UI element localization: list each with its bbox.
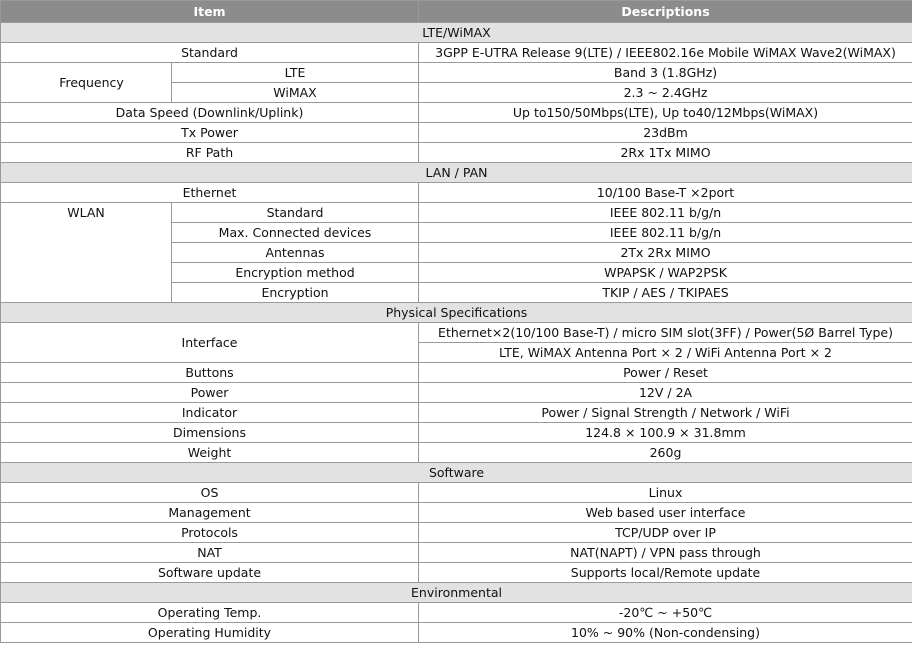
row-label: Management — [1, 503, 419, 523]
row-label: Indicator — [1, 403, 419, 423]
table-row — [1, 383, 912, 403]
row-value: 12V / 2A — [419, 383, 912, 403]
row-sublabel: Standard — [172, 203, 419, 223]
row-value: -20℃ ~ +50℃ — [419, 603, 912, 623]
row-label: Software update — [1, 563, 419, 583]
row-value: Supports local/Remote update — [419, 563, 912, 583]
row-value: Linux — [419, 483, 912, 503]
header-descriptions: Descriptions — [419, 1, 912, 23]
row-label: Dimensions — [1, 423, 419, 443]
row-value: 124.8 × 100.9 × 31.8mm — [419, 423, 912, 443]
row-sublabel: Encryption — [172, 283, 419, 303]
row-value: 10/100 Base-T ×2port — [419, 183, 912, 203]
row-label: Power — [1, 383, 419, 403]
table-row — [1, 623, 912, 643]
row-label: Frequency — [1, 63, 172, 103]
section-row — [1, 163, 912, 183]
table-row — [1, 503, 912, 523]
row-label: Buttons — [1, 363, 419, 383]
row-value: 10% ~ 90% (Non-condensing) — [419, 623, 912, 643]
row-label: Operating Temp. — [1, 603, 419, 623]
row-value: Band 3 (1.8GHz) — [419, 63, 912, 83]
row-value: 260g — [419, 443, 912, 463]
table-row — [1, 103, 912, 123]
row-value: IEEE 802.11 b/g/n — [419, 203, 912, 223]
section-lan-pan: LAN / PAN — [1, 163, 912, 183]
row-label: NAT — [1, 543, 419, 563]
row-label: Ethernet — [1, 183, 419, 203]
section-row — [1, 463, 912, 483]
row-sublabel: Antennas — [172, 243, 419, 263]
row-value: Up to150/50Mbps(LTE), Up to40/12Mbps(WiMAX) — [419, 103, 912, 123]
table-row — [1, 43, 912, 63]
section-row — [1, 303, 912, 323]
row-value: Power / Reset — [419, 363, 912, 383]
table-row — [1, 483, 912, 503]
row-label: Tx Power — [1, 123, 419, 143]
section-software: Software — [1, 463, 912, 483]
section-row — [1, 583, 912, 603]
row-value: Ethernet×2(10/100 Base-T) / micro SIM slot(3FF) / Power(5Ø Barrel Type) — [419, 323, 912, 343]
section-lte-wimax: LTE/WiMAX — [1, 23, 912, 43]
table-row — [1, 123, 912, 143]
row-label: Protocols — [1, 523, 419, 543]
row-label: OS — [1, 483, 419, 503]
row-value: Web based user interface — [419, 503, 912, 523]
row-sublabel: Max. Connected devices — [172, 223, 419, 243]
table-row — [1, 183, 912, 203]
table-row — [1, 563, 912, 583]
row-value: 3GPP E-UTRA Release 9(LTE) / IEEE802.16e Mobile WiMAX Wave2(WiMAX) — [419, 43, 912, 63]
table-row — [1, 523, 912, 543]
table-row — [1, 423, 912, 443]
section-row — [1, 23, 912, 43]
row-value: WPAPSK / WAP2PSK — [419, 263, 912, 283]
row-label: Weight — [1, 443, 419, 463]
row-value: 23dBm — [419, 123, 912, 143]
header-row — [1, 1, 912, 23]
row-value: TKIP / AES / TKIPAES — [419, 283, 912, 303]
row-label: RF Path — [1, 143, 419, 163]
table-row — [1, 203, 912, 223]
row-value: 2Tx 2Rx MIMO — [419, 243, 912, 263]
row-value: 2.3 ~ 2.4GHz — [419, 83, 912, 103]
row-label: Standard — [1, 43, 419, 63]
table-row — [1, 363, 912, 383]
table-row — [1, 603, 912, 623]
row-label: Interface — [1, 323, 419, 363]
table-row — [1, 543, 912, 563]
row-value: IEEE 802.11 b/g/n — [419, 223, 912, 243]
row-sublabel: WiMAX — [172, 83, 419, 103]
row-sublabel: Encryption method — [172, 263, 419, 283]
table-row — [1, 443, 912, 463]
row-value: NAT(NAPT) / VPN pass through — [419, 543, 912, 563]
table-row — [1, 403, 912, 423]
table-row — [1, 323, 912, 343]
row-label: WLAN — [1, 203, 172, 303]
row-label: Data Speed (Downlink/Uplink) — [1, 103, 419, 123]
row-value: 2Rx 1Tx MIMO — [419, 143, 912, 163]
row-value: LTE, WiMAX Antenna Port × 2 / WiFi Antenna Port × 2 — [419, 343, 912, 363]
row-label: Operating Humidity — [1, 623, 419, 643]
section-environmental: Environmental — [1, 583, 912, 603]
row-value: Power / Signal Strength / Network / WiFi — [419, 403, 912, 423]
section-physical: Physical Specifications — [1, 303, 912, 323]
table-row — [1, 63, 912, 83]
row-sublabel: LTE — [172, 63, 419, 83]
table-row — [1, 143, 912, 163]
row-value: TCP/UDP over IP — [419, 523, 912, 543]
header-item: Item — [1, 1, 419, 23]
